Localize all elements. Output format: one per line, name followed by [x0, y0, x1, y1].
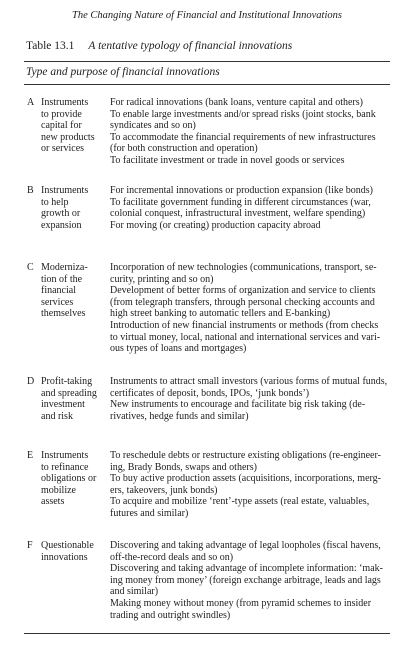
row-letter: B [27, 185, 34, 196]
table-caption [26, 40, 292, 52]
running-header: The Changing Nature of Financial and Institutional Innovations [72, 10, 342, 21]
description-line: trading and outright swindles) [110, 609, 231, 621]
category-line: capital for [41, 120, 82, 132]
category-line: innovations [41, 551, 88, 563]
description-line: For moving (or creating) production capacity abroad [110, 219, 321, 231]
category-line: to help [41, 196, 69, 208]
description-line: To buy active production assets (acquisitions, incorporations, merg- [110, 473, 382, 485]
category-line: financial [41, 285, 76, 297]
description-line: colonial conquest, infrastructural investment, welfare spending) [110, 208, 366, 220]
row-category [41, 97, 107, 155]
category-line: investment [41, 399, 85, 411]
description-line: Discovering and taking advantage of legal loopholes (fiscal havens, [110, 540, 381, 551]
description-line: To facilitate government funding in different circumstances (war, [110, 196, 371, 208]
category-line: new products [41, 131, 95, 143]
category-line: and risk [41, 410, 73, 422]
description-line: To enable large investments and/or spread risks (joint stocks, bank [110, 108, 376, 120]
category-line: or services [41, 143, 85, 155]
description-line: rivatives, hedge funds and similar) [110, 410, 249, 422]
row-letter: A [27, 97, 35, 108]
description-line: (for both construction and operation) [110, 143, 258, 155]
description-line: to virtual money, local, national and international services and vari- [110, 331, 381, 343]
row-letter: F [27, 540, 33, 551]
row-description [110, 376, 392, 422]
description-line: and similar) [110, 586, 159, 598]
category-line: Profit-taking [41, 376, 93, 387]
row-description [110, 540, 392, 621]
description-line: off-the-record deals and so on) [110, 551, 234, 563]
description-line: ous types of loans and mortgages) [110, 343, 247, 355]
row-category [41, 540, 107, 563]
description-line: To reschedule debts or restructure existing obligations (re-engineer- [110, 450, 381, 461]
row-letter: D [27, 376, 35, 387]
description-line: To acquire and mobilize ‘rent’-type assets (real estate, valuables, [110, 496, 370, 508]
description-line: futures and similar) [110, 507, 189, 519]
description-line: For incremental innovations or production expansion (like bonds) [110, 185, 374, 196]
description-line: New instruments to encourage and facilitate big risk taking (de- [110, 399, 366, 411]
description-line: ing money from money’ (foreign exchange arbitrage, leads and lags [110, 574, 381, 586]
category-line: Instruments [41, 185, 89, 196]
description-line: To accommodate the financial requirements of new infrastructures [110, 131, 376, 143]
description-line: high street banking to automatic tellers and E-banking) [110, 308, 331, 320]
category-line: and spreading [41, 387, 97, 399]
description-line: For radical innovations (bank loans, venture capital and others) [110, 97, 363, 108]
category-line: Instruments [41, 97, 89, 108]
category-line: to provide [41, 108, 82, 120]
description-line: (from telegraph transfers, through personal checking accounts and [110, 296, 375, 308]
row-description [110, 262, 392, 355]
category-line: to refinance [41, 461, 89, 473]
category-line: themselves [41, 308, 86, 320]
table-number: Table 13.1 [26, 40, 75, 52]
row-category [41, 376, 107, 422]
category-line: obligations or [41, 473, 97, 485]
category-line: growth or [41, 208, 81, 220]
row-letter: E [27, 450, 34, 461]
description-line: Instruments to attract small investors (various forms of mutual funds, [110, 376, 388, 387]
description-line: syndicates and so on) [110, 120, 196, 132]
category-line: Instruments [41, 450, 89, 461]
description-line: Discovering and taking advantage of incomplete information: ‘mak- [110, 563, 383, 575]
row-category [41, 262, 107, 320]
description-line: Incorporation of new technologies (communications, transport, se- [110, 262, 377, 273]
top-rule [24, 61, 390, 62]
description-line: Making money without money (from pyramid schemes to insider [110, 597, 372, 609]
table-title: A tentative typology of financial innovations [88, 40, 293, 52]
row-letter: C [27, 262, 34, 273]
row-description [110, 185, 392, 231]
description-line: certificates of deposit, bonds, IPOs, ‘junk bonds’) [110, 387, 310, 399]
category-line: tion of the [41, 273, 83, 285]
description-line: Development of better forms of organization and service to clients [110, 285, 376, 297]
row-description [110, 450, 392, 520]
row-category [41, 185, 107, 231]
row-category [41, 450, 107, 508]
bottom-rule [24, 633, 390, 634]
category-line: Moderniza- [41, 262, 88, 273]
category-line: expansion [41, 219, 82, 231]
row-description [110, 97, 392, 167]
category-line: assets [41, 496, 65, 508]
category-line: mobilize [41, 484, 76, 496]
description-line: Introduction of new financial instruments or methods (from checks [110, 319, 379, 331]
description-line: curity, printing and so on) [110, 273, 214, 285]
column-heading: Type and purpose of financial innovations [26, 66, 220, 78]
description-line: ing, Brady Bonds, swaps and others) [110, 461, 257, 473]
description-line: ers, takeovers, junk bonds) [110, 484, 218, 496]
description-line: To facilitate investment or trade in novel goods or services [110, 154, 345, 166]
category-line: services [41, 296, 74, 308]
category-line: Questionable [41, 540, 94, 551]
header-rule [24, 84, 390, 85]
